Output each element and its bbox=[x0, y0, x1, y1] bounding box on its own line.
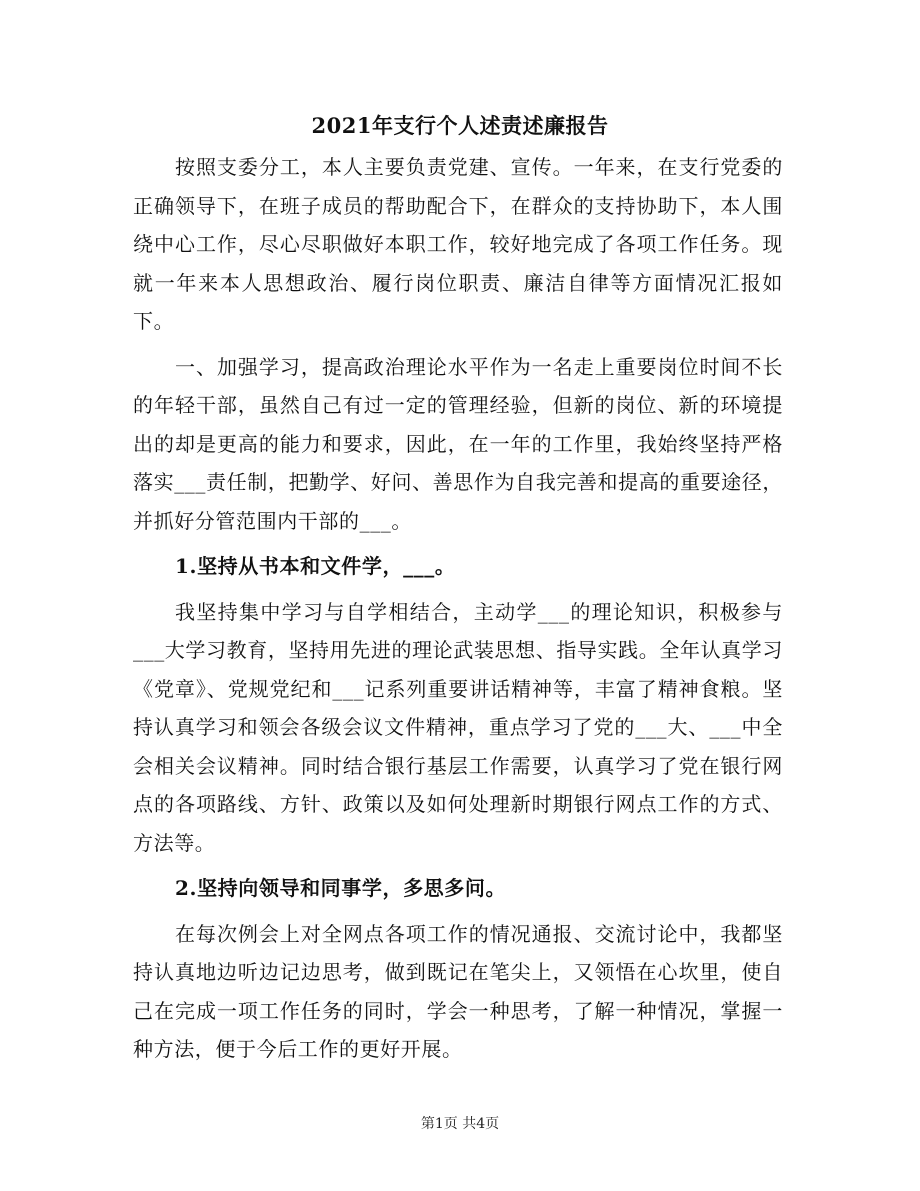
document-title: 2021年支行个人述责述廉报告 bbox=[311, 113, 609, 138]
page-number-footer: 第1页 共4页 bbox=[420, 1116, 500, 1132]
learning-paragraph: 在每次例会上对全网点各项工作的情况通报、交流讨论中，我都坚持认真地边听边记边思考，做到既记在笔尖上，又领悟在心坎里，使自己在完成一项工作任务的同时，学会一种思考，了解一种情况，掌握一种方法，便于今后工作的更好开展。 bbox=[133, 921, 783, 1061]
section-one-paragraph: 一、加强学习，提高政治理论水平作为一名走上重要岗位时间不长的年轻干部，虽然自己有过一定的管理经验，但新的岗位、新的环境提出的却是更高的能力和要求，因此，在一年的工作里，我始终坚持严格落实___责任制，把勤学、好问、善思作为自我完善和提高的重要途径，并抓好分管范围内干部的___。 bbox=[133, 354, 783, 533]
subheading-1: 1.坚持从书本和文件学，___。 bbox=[175, 554, 456, 578]
study-paragraph: 我坚持集中学习与自学相结合，主动学___的理论知识，积极参与___大学习教育，坚持用先进的理论武装思想、指导实践。全年认真学习《党章》、党规党纪和___记系列重要讲话精神等，丰富了精神食粮。坚持认真学习和领会各级会议文件精神，重点学习了党的___大、___中全会相关会议精神。同时结合银行基层工作需要，认真学习了党在银行网点的各项路线、方针、政策以及如何处理新时期银行网点工作的方式、方法等。 bbox=[133, 599, 783, 855]
document-body bbox=[133, 148, 783, 1069]
subheading-2: 2.坚持向领导和同事学，多思多问。 bbox=[175, 876, 507, 900]
intro-paragraph: 按照支委分工，本人主要负责党建、宣传。一年来，在支行党委的正确领导下，在班子成员的帮助配合下，在群众的支持协助下，本人围绕中心工作，尽心尽职做好本职工作，较好地完成了各项工作任务。现就一年来本人思想政治、履行岗位职责、廉洁自律等方面情况汇报如下。 bbox=[133, 155, 783, 333]
